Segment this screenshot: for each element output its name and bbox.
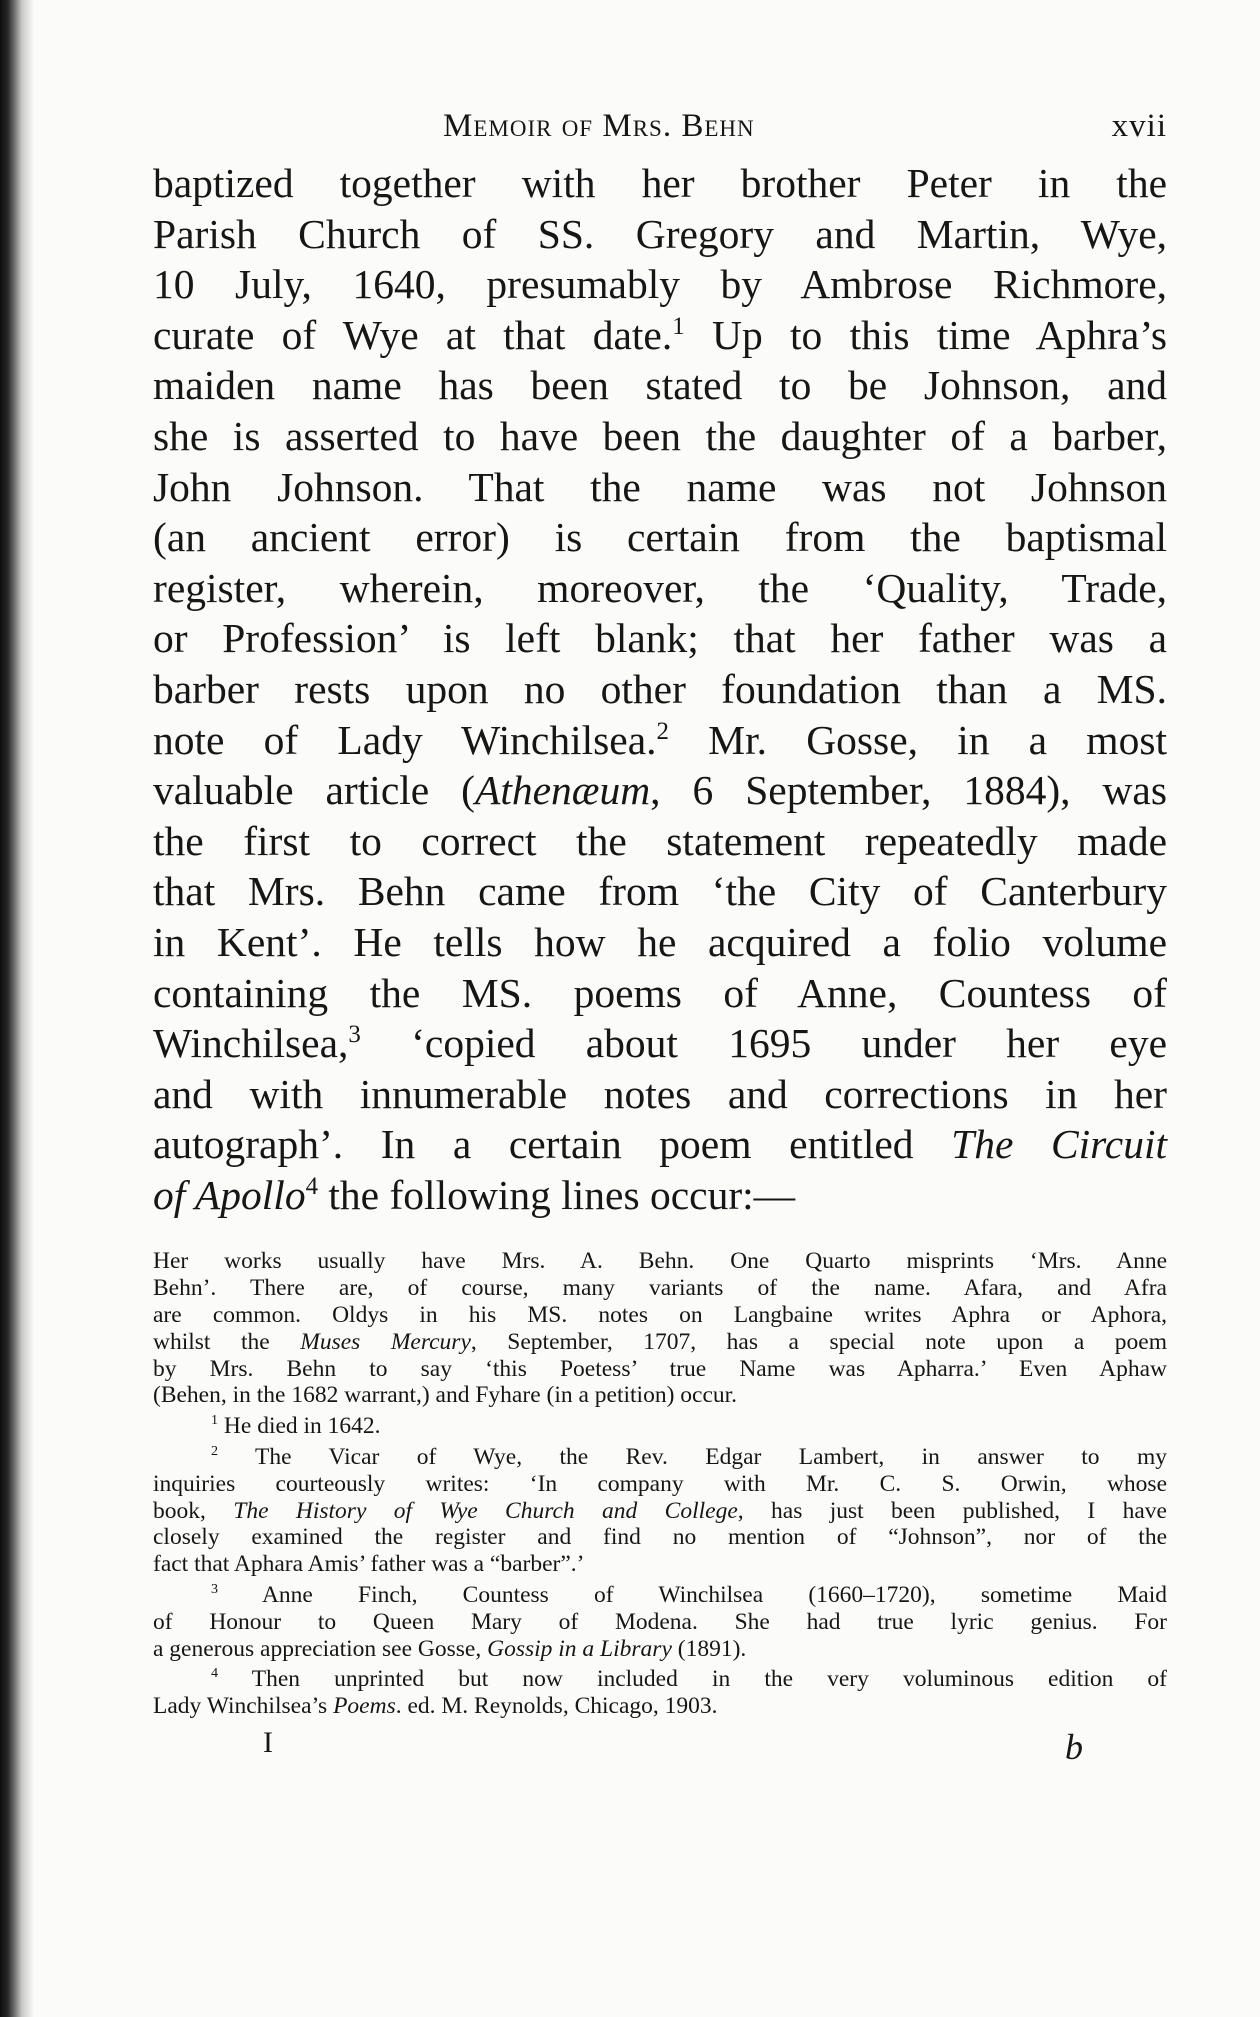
signature-line xyxy=(153,1726,1167,1772)
note-line xyxy=(153,1693,1167,1720)
italic-title: Poems xyxy=(333,1693,396,1720)
text-line: barber rests upon no other foundation than a MS. xyxy=(153,665,1167,712)
book-page xyxy=(153,108,1167,1772)
note-line xyxy=(153,1498,1167,1525)
note-line: by Mrs. Behn to say ‘this Poetess’ true Name was Apharra.’ Even Aphaw xyxy=(153,1355,1167,1382)
text-line: the first to correct the statement repeatedly made xyxy=(153,817,1167,864)
text-line xyxy=(153,1119,1167,1170)
text-segment: He died in 1642. xyxy=(218,1413,381,1440)
text-segment: a generous appreciation see Gosse, xyxy=(153,1635,488,1662)
binding-gutter xyxy=(0,0,36,2017)
footnote-ref-3: 3 xyxy=(348,1021,361,1049)
footnote-2 xyxy=(153,1444,1167,1578)
page-number: xvii xyxy=(1111,108,1167,144)
text-segment: Anne Finch, Countess of Winchilsea (1660–1720), sometime Maid xyxy=(218,1582,1167,1609)
footnote-1 xyxy=(153,1413,1167,1440)
text-segment: The Vicar of Wye, the Rev. Edgar Lambert, in answer to my xyxy=(218,1444,1167,1471)
footnote-continued xyxy=(153,1248,1167,1409)
volume-number: I xyxy=(263,1726,273,1760)
text-line: register, wherein, moreover, the ‘Quality, Trade, xyxy=(153,564,1167,611)
text-line: or Profession’ is left blank; that her father was a xyxy=(153,615,1167,662)
text-segment: , has just been published, I have xyxy=(737,1497,1167,1524)
text-line: 10 July, 1640, presumably by Ambrose Richmore, xyxy=(153,261,1167,308)
text-segment: autograph’. In a certain poem entitled xyxy=(153,1121,952,1168)
text-line xyxy=(153,715,1167,766)
text-segment: whilst the xyxy=(153,1328,301,1355)
text-segment: valuable article ( xyxy=(153,767,475,814)
italic-title: The Circuit xyxy=(951,1121,1167,1168)
italic-title: of Apollo xyxy=(153,1171,306,1218)
text-line xyxy=(153,765,1167,816)
text-segment: Up to this time Aphra’s xyxy=(684,311,1167,358)
note-line: Her works usually have Mrs. A. Behn. One Quarto misprints ‘Mrs. Anne xyxy=(153,1248,1167,1275)
text-line: she is asserted to have been the daughter of a barber, xyxy=(153,412,1167,459)
note-line: inquiries courteously writes: ‘In company with Mr. C. S. Orwin, whose xyxy=(153,1470,1167,1497)
text-segment: note of Lady Winchilsea. xyxy=(153,716,657,763)
text-segment: curate of Wye at that date. xyxy=(153,311,673,358)
text-segment: Mr. Gosse, in a most xyxy=(668,716,1168,763)
footnote-4 xyxy=(153,1666,1167,1720)
note-line: are common. Oldys in his MS. notes on Langbaine writes Aphra or Aphora, xyxy=(153,1302,1167,1329)
footnote-marker: 4 xyxy=(211,1665,219,1682)
running-head-title: Memoir of Mrs. Behn xyxy=(443,108,755,144)
text-segment: Then unprinted but now included in the very voluminous edition of xyxy=(218,1666,1167,1693)
italic-title: Athenæum xyxy=(474,767,651,814)
note-line: of Honour to Queen Mary of Modena. She had true lyric genius. For xyxy=(153,1608,1167,1635)
footnote-marker: 3 xyxy=(211,1581,219,1598)
note-line xyxy=(153,1636,1167,1663)
note-line xyxy=(153,1413,1167,1440)
text-line xyxy=(153,1170,1167,1221)
text-line: in Kent’. He tells how he acquired a folio volume xyxy=(153,918,1167,965)
text-line: John Johnson. That the name was not Johnson xyxy=(153,463,1167,510)
note-line xyxy=(153,1666,1167,1693)
note-line: closely examined the register and find no mention of “Johnson”, nor of the xyxy=(153,1524,1167,1551)
italic-title: Gossip in a Library xyxy=(487,1635,672,1662)
text-segment: the following lines occur:— xyxy=(318,1171,796,1218)
signature-mark: b xyxy=(1065,1727,1083,1768)
footnote-3 xyxy=(153,1582,1167,1662)
text-line xyxy=(153,1018,1167,1069)
footnote-ref-2: 2 xyxy=(656,717,669,745)
running-head xyxy=(153,108,1167,158)
text-segment: ‘copied about 1695 under her eye xyxy=(360,1020,1167,1067)
footnote-marker: 2 xyxy=(211,1443,219,1460)
text-segment: . ed. M. Reynolds, Chicago, 1903. xyxy=(395,1693,718,1720)
note-line xyxy=(153,1329,1167,1356)
footnotes xyxy=(153,1248,1167,1720)
text-line: containing the MS. poems of Anne, Countess of xyxy=(153,969,1167,1016)
note-line: (Behen, in the 1682 warrant,) and Fyhare (in a petition) occur. xyxy=(153,1382,738,1409)
note-line xyxy=(153,1444,1167,1471)
italic-title: Muses Mercury xyxy=(300,1328,471,1355)
text-segment: , September, 1707, has a special note upon a poem xyxy=(470,1328,1167,1355)
main-text xyxy=(153,158,1167,1220)
text-segment: Winchilsea, xyxy=(153,1020,349,1067)
note-line: fact that Aphara Amis’ father was a “barber”.’ xyxy=(153,1551,585,1578)
text-segment: book, xyxy=(153,1497,234,1524)
text-line xyxy=(153,310,1167,361)
text-segment: Lady Winchilsea’s xyxy=(153,1693,334,1720)
text-line: baptized together with her brother Peter in the xyxy=(153,160,1167,206)
text-line: maiden name has been stated to be Johnson, and xyxy=(153,362,1167,409)
note-line xyxy=(153,1582,1167,1609)
note-line: Behn’. There are, of course, many variants of the name. Afara, and Afra xyxy=(153,1275,1167,1302)
text-line: (an ancient error) is certain from the baptismal xyxy=(153,514,1167,561)
text-segment: , 6 September, 1884), was xyxy=(650,767,1168,814)
text-line: that Mrs. Behn came from ‘the City of Canterbury xyxy=(153,868,1167,915)
text-segment: (1891). xyxy=(671,1635,747,1662)
text-line: Parish Church of SS. Gregory and Martin, Wye, xyxy=(153,210,1167,257)
footnote-ref-1: 1 xyxy=(672,312,685,340)
italic-title: The History of Wye Church and College xyxy=(233,1497,738,1524)
footnote-marker: 1 xyxy=(211,1412,219,1429)
footnote-ref-4: 4 xyxy=(305,1173,319,1201)
text-line: and with innumerable notes and corrections in her xyxy=(153,1070,1167,1117)
